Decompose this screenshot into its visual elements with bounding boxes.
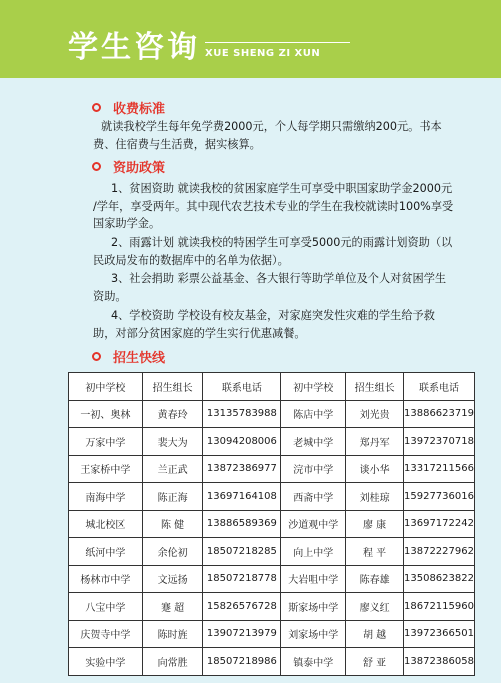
phone-cell: 13972370718	[404, 428, 475, 456]
hotline-heading-label: 招生快线	[113, 351, 166, 366]
hotline-table-body	[69, 400, 475, 675]
school-cell: 陈店中学	[281, 400, 346, 428]
table-row	[69, 620, 475, 648]
column-header: 联系电话	[203, 373, 281, 401]
leader-cell: 程 平	[346, 538, 404, 566]
aid-paragraph-2	[93, 234, 473, 269]
phone-cell: 13135783988	[203, 400, 281, 428]
leader-cell: 廖义红	[346, 593, 404, 621]
table-row	[69, 428, 475, 456]
phone-cell: 13317211566	[404, 455, 475, 483]
table-row	[69, 565, 475, 593]
hotline-table	[68, 372, 475, 676]
leader-cell: 余伦初	[142, 538, 203, 566]
phone-cell: 13872386058	[404, 648, 475, 676]
hotline-heading	[92, 347, 165, 366]
phone-cell: 15927736016	[404, 483, 475, 511]
leader-cell: 刘光贵	[346, 400, 404, 428]
school-cell: 杨林市中学	[69, 565, 143, 593]
leader-cell: 蹇 超	[142, 593, 203, 621]
school-cell: 刘家场中学	[281, 620, 346, 648]
school-cell: 城北校区	[69, 510, 143, 538]
leader-cell: 陈时旌	[142, 620, 203, 648]
phone-cell: 13872227962	[404, 538, 475, 566]
phone-cell: 18507218986	[203, 648, 281, 676]
circle-bullet-icon	[92, 103, 101, 112]
school-cell: 镇泰中学	[281, 648, 346, 676]
aid-paragraph-1	[93, 180, 473, 233]
aid-line: 3、社会捐助 彩票公益基金、各大银行等助学单位及个人对贫困学生	[111, 272, 447, 285]
phone-cell: 13972366501	[404, 620, 475, 648]
column-header: 联系电话	[404, 373, 475, 401]
table-row	[69, 400, 475, 428]
leader-cell: 裴大为	[142, 428, 203, 456]
aid-paragraph-4	[93, 307, 473, 342]
leader-cell: 陈春雄	[346, 565, 404, 593]
phone-cell: 13872386977	[203, 455, 281, 483]
column-header: 初中学校	[69, 373, 143, 401]
phone-cell: 13508623822	[404, 565, 475, 593]
page-subtitle: XUE SHENG ZI XUN	[205, 48, 321, 59]
aid-line: 国家助学金。	[93, 217, 161, 230]
leader-cell: 廖 康	[346, 510, 404, 538]
school-cell: 八宝中学	[69, 593, 143, 621]
table-row	[69, 483, 475, 511]
phone-cell: 13697164108	[203, 483, 281, 511]
phone-cell: 18672115960	[404, 593, 475, 621]
leader-cell: 黄春玲	[142, 400, 203, 428]
aid-line: 资助。	[93, 289, 127, 303]
leader-cell: 郑丹军	[346, 428, 404, 456]
fees-heading-label: 收费标准	[113, 102, 166, 117]
phone-cell: 13907213979	[203, 620, 281, 648]
phone-cell: 13094208006	[203, 428, 281, 456]
school-cell: 万家中学	[69, 428, 143, 456]
school-cell: 沙道观中学	[281, 510, 346, 538]
column-header: 招生组长	[346, 373, 404, 401]
leader-cell: 陈 健	[142, 510, 203, 538]
page-header	[0, 0, 501, 78]
phone-cell: 15826576728	[203, 593, 281, 621]
table-row	[69, 648, 475, 676]
fees-line: 费、住宿费与生活费，据实核算。	[93, 137, 261, 151]
leader-cell: 刘桂琼	[346, 483, 404, 511]
circle-bullet-icon	[92, 352, 101, 361]
school-cell: 大岩咀中学	[281, 565, 346, 593]
table-row	[69, 510, 475, 538]
school-cell: 一初、奥林	[69, 400, 143, 428]
phone-cell: 13886623719	[404, 400, 475, 428]
leader-cell: 陈正海	[142, 483, 203, 511]
column-header: 招生组长	[142, 373, 203, 401]
aid-line: 民政局发布的数据库中的名单为依据）。	[93, 253, 289, 267]
phone-cell: 18507218285	[203, 538, 281, 566]
header-rule	[205, 42, 350, 43]
school-cell: 斯家场中学	[281, 593, 346, 621]
aid-line: 2、雨露计划 就读我校的特困学生可享受5000元的雨露计划资助（以	[111, 236, 453, 249]
school-cell: 老城中学	[281, 428, 346, 456]
leader-cell: 向常胜	[142, 648, 203, 676]
school-cell: 王家桥中学	[69, 455, 143, 483]
school-cell: 纸河中学	[69, 538, 143, 566]
circle-bullet-icon	[92, 162, 101, 171]
aid-line: /学年，享受两年。其中现代农艺技术专业的学生在我校就读时100%享受	[93, 199, 454, 213]
fees-line: 就读我校学生每年免学费2000元，个人每学期只需缴纳200元。书本	[101, 120, 442, 133]
leader-cell: 谈小华	[346, 455, 404, 483]
fees-text	[93, 118, 473, 153]
school-cell: 浣市中学	[281, 455, 346, 483]
aid-heading-label: 资助政策	[113, 161, 166, 176]
school-cell: 南海中学	[69, 483, 143, 511]
school-cell: 实验中学	[69, 648, 143, 676]
aid-line: 助，对部分贫困家庭的学生实行优惠减餐。	[93, 326, 306, 340]
leader-cell: 文远扬	[142, 565, 203, 593]
phone-cell: 13886589369	[203, 510, 281, 538]
fees-heading	[92, 98, 165, 117]
page-title: 学生咨询	[68, 30, 200, 65]
aid-line: 4、学校资助 学校设有校友基金，对家庭突发性灾难的学生给予救	[111, 309, 435, 322]
table-row	[69, 593, 475, 621]
column-header: 初中学校	[281, 373, 346, 401]
phone-cell: 13697172242	[404, 510, 475, 538]
leader-cell: 舒 亚	[346, 648, 404, 676]
table-row	[69, 538, 475, 566]
phone-cell: 18507218778	[203, 565, 281, 593]
table-row	[69, 455, 475, 483]
school-cell: 庆贺寺中学	[69, 620, 143, 648]
school-cell: 向上中学	[281, 538, 346, 566]
leader-cell: 兰正武	[142, 455, 203, 483]
table-header-row	[69, 373, 475, 401]
aid-paragraph-3	[93, 270, 473, 305]
school-cell: 西斋中学	[281, 483, 346, 511]
aid-line: 1、贫困资助 就读我校的贫困家庭学生可享受中职国家助学金2000元	[111, 182, 453, 195]
leader-cell: 胡 越	[346, 620, 404, 648]
aid-heading	[92, 157, 165, 176]
